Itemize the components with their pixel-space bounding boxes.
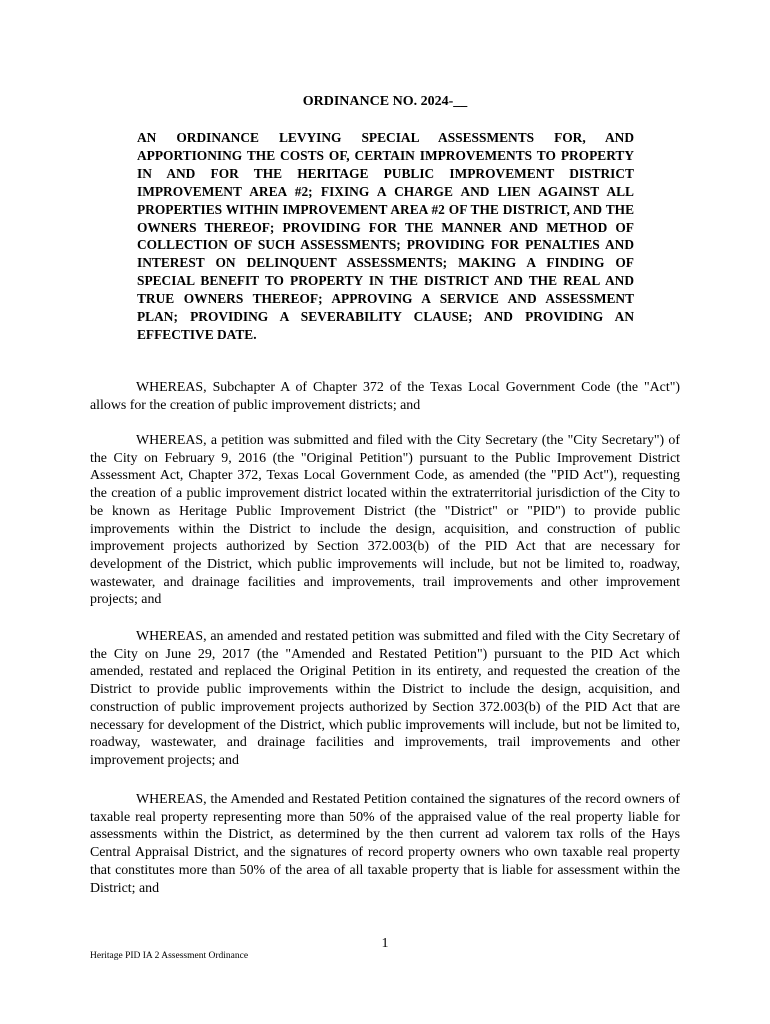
page-number: 1 (381, 936, 389, 951)
ordinance-caption: AN ORDINANCE LEVYING SPECIAL ASSESSMENTS FOR, AND APPORTIONING THE COSTS OF, CERTAIN IMPROVEMENTS TO PROPERTY IN AND FOR THE HERITAGE PUBLIC IMPROVEMENT DISTRICT IMPROVEMENT AREA #2; FIXING A CHARGE AND LIEN AGAINST ALL PROPERTIES WITHIN IMPROVEMENT AREA #2 OF THE DISTRICT, AND THE OWNERS THEREOF; PROVIDING FOR THE MANNER AND METHOD OF COLLECTION OF SUCH ASSESSMENTS; PROVIDING FOR PENALTIES AND INTEREST ON DELINQUENT ASSESSMENTS; MAKING A FINDING OF SPECIAL BENEFIT TO PROPERTY IN THE DISTRICT AND THE REAL AND TRUE OWNERS THEREOF; APPROVING A SERVICE AND ASSESSMENT PLAN; PROVIDING A SEVERABILITY CLAUSE; AND PROVIDING AN EFFECTIVE DATE. (137, 130, 634, 342)
ordinance-title: ORDINANCE NO. 2024-__ (302, 94, 468, 109)
whereas-paragraph-4: WHEREAS, the Amended and Restated Petition contained the signatures of the record owners of taxable real property representing more than 50% of the appraised value of the real property liable for assessments within the District, as determined by the then current ad valorem tax rolls of the Hays Central Appraisal District, and the signatures of record property owners who own taxable real property that constitutes more than 50% of the area of all taxable property that is liable for assessment within the District; and (90, 792, 680, 896)
whereas-paragraph-3: WHEREAS, an amended and restated petition was submitted and filed with the City Secretary of the City on June 29, 2017 (the "Amended and Restated Petition") pursuant to the PID Act which amended, restated and replaced the Original Petition in its entirety, and requested the creation of the District to provide public improvements within the District to include the design, acquisition, and construction of public improvement projects authorized by Section 372.003(b) of the PID Act that are necessary for development of the District, which public improvements will include, but not be limited to, roadway, wastewater, and drainage facilities and improvements, trail improvements and other improvement projects; and (90, 629, 680, 768)
document-footer: Heritage PID IA 2 Assessment Ordinance (90, 951, 249, 961)
whereas-paragraph-1: WHEREAS, Subchapter A of Chapter 372 of the Texas Local Government Code (the "Act") allows for the creation of public improvement districts; and (90, 380, 680, 413)
whereas-paragraph-2: WHEREAS, a petition was submitted and filed with the City Secretary (the "City Secretary") of the City on February 9, 2016 (the "Original Petition") pursuant to the Public Improvement District Assessment Act, Chapter 372, Texas Local Government Code, as amended (the "PID Act"), requesting the creation of a public improvement district located within the extraterritorial jurisdiction of the City to be known as Heritage Public Improvement District (the "District" or "PID") to provide public improvements within the District to include the design, acquisition, and construction of public improvement projects authorized by Section 372.003(b) of the PID Act that are necessary for development of the District, which public improvements will include, but not be limited to, roadway, wastewater, and drainage facilities and improvements, trail improvements and other improvement projects; and (90, 433, 680, 608)
